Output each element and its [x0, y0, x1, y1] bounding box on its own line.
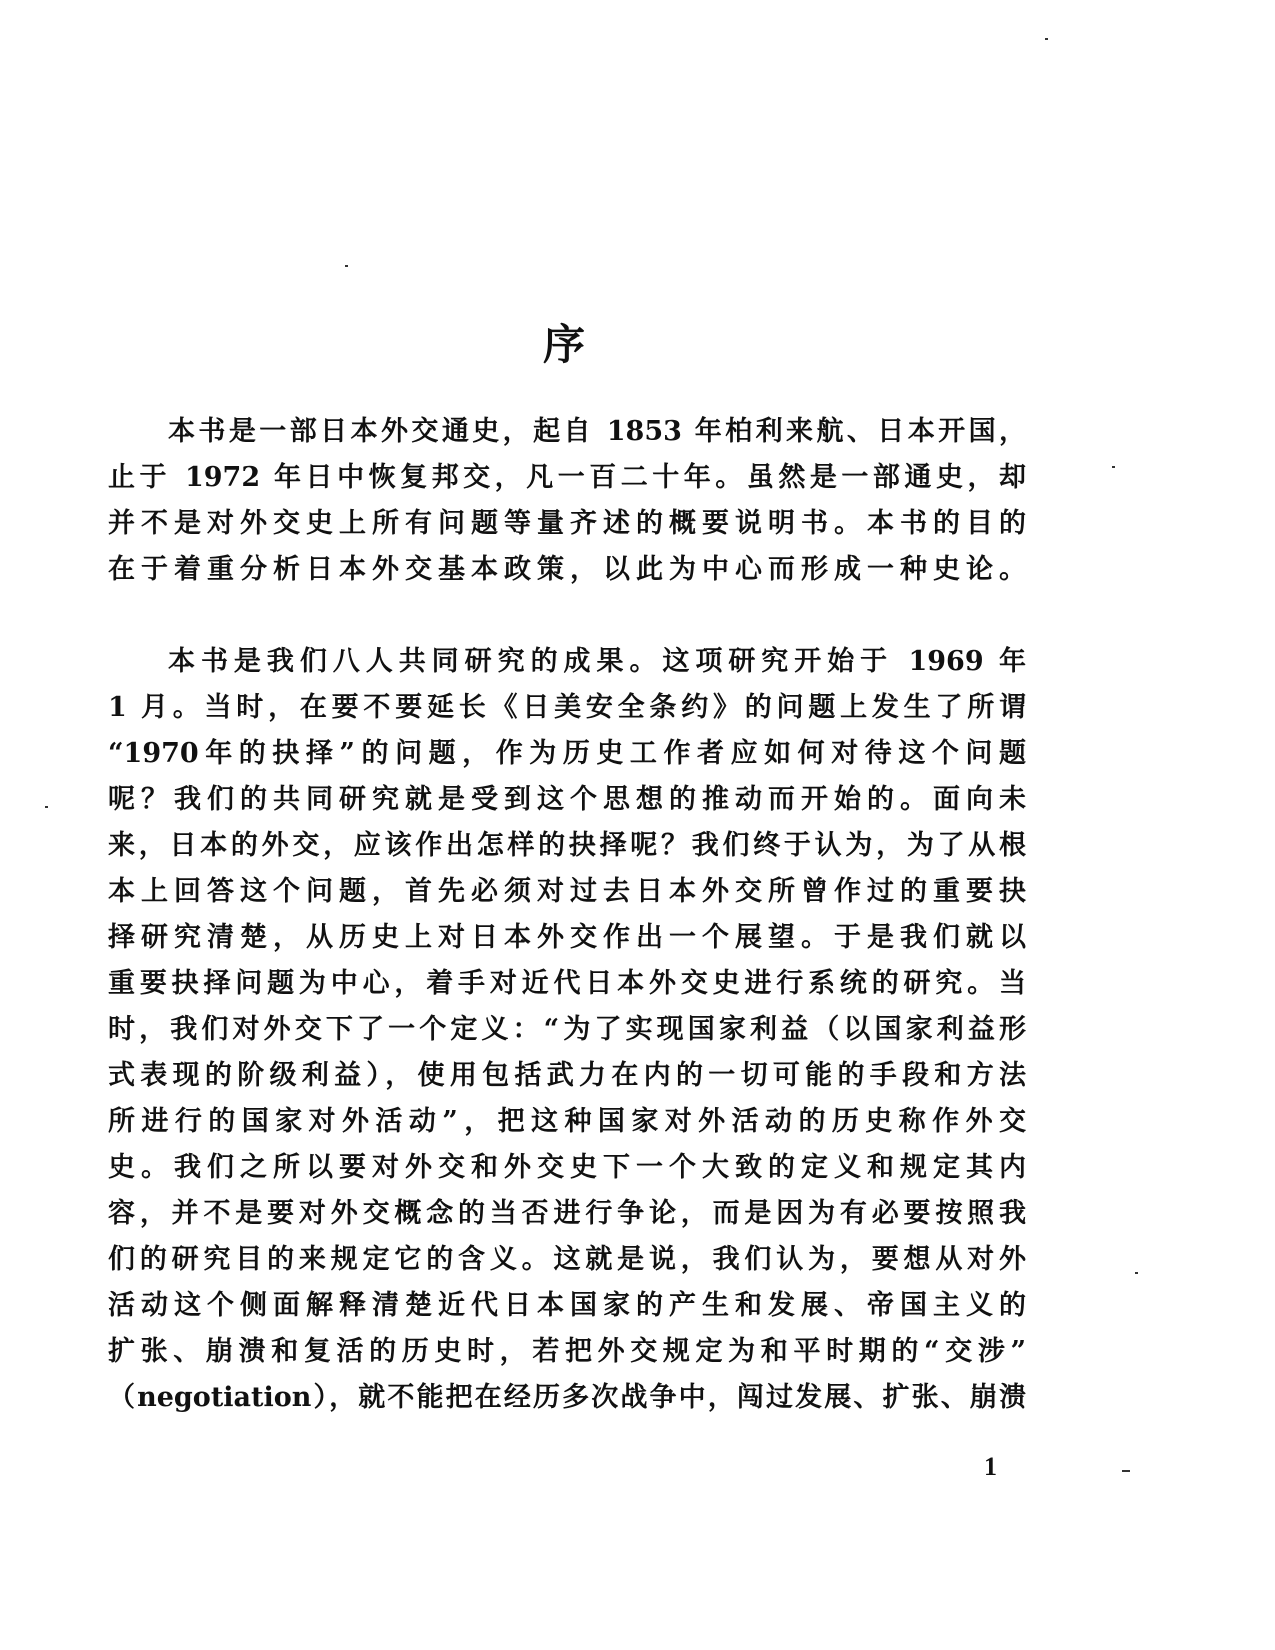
paragraph-2 [108, 639, 1026, 1421]
text-line: 来，日本的外交，应该作出怎样的抉择呢？我们终于认为，为了从根 [108, 830, 1026, 861]
text-line: 并不是对外交史上所有问题等量齐述的概要说明书。本书的目的 [108, 508, 1026, 539]
text-line: 容，并不是要对外交概念的当否进行争论，而是因为有必要按照我 [108, 1198, 1026, 1229]
text-line: 本上回答这个问题，首先必须对过去日本外交所曾作过的重要抉 [108, 876, 1026, 907]
scan-speck [1135, 1272, 1138, 1274]
text-line: 呢？我们的共同研究就是受到这个思想的推动而开始的。面向未 [108, 784, 1026, 815]
text-line: 扩张、崩溃和复活的历史时，若把外交规定为和平时期的“交涉” [108, 1336, 1026, 1367]
text-line: 所进行的国家对外活动”，把这种国家对外活动的历史称作外交 [108, 1106, 1026, 1137]
scan-speck [1045, 38, 1048, 40]
text-line: “1970年的抉择”的问题，作为历史工作者应如何对待这个问题 [108, 738, 1026, 769]
text-line: 们的研究目的来规定它的含义。这就是说，我们认为，要想从对外 [108, 1244, 1026, 1275]
page-title: 序 [542, 320, 587, 369]
page-number: 1 [984, 1452, 997, 1481]
text-line: 1 月。当时，在要不要延长《日美安全条约》的问题上发生了所谓 [108, 692, 1026, 723]
text-line: 择研究清楚，从历史上对日本外交作出一个展望。于是我们就以 [108, 922, 1026, 953]
scan-speck [345, 265, 348, 267]
text-line: （negotiation），就不能把在经历多次战争中，闯过发展、扩张、崩溃 [108, 1382, 1026, 1413]
text-line: 史。我们之所以要对外交和外交史下一个大致的定义和规定其内 [108, 1152, 1026, 1183]
text-line: 重要抉择问题为中心，着手对近代日本外交史进行系统的研究。当 [108, 968, 1026, 999]
text-line: 在于着重分析日本外交基本政策，以此为中心而形成一种史论。 [108, 554, 1026, 585]
text-line: 活动这个侧面解释清楚近代日本国家的产生和发展、帝国主义的 [108, 1290, 1026, 1321]
text-line: 式表现的阶级利益），使用包括武力在内的一切可能的手段和方法 [108, 1060, 1026, 1091]
scan-speck [1122, 1470, 1130, 1472]
text-line: 时，我们对外交下了一个定义：“为了实现国家利益（以国家利益形 [108, 1014, 1026, 1045]
scan-speck [1112, 466, 1115, 468]
text-line: 止于 1972 年日中恢复邦交，凡一百二十年。虽然是一部通史，却 [108, 462, 1026, 493]
text-line: 本书是一部日本外交通史，起自 1853 年柏利来航、日本开国， [168, 416, 1026, 447]
paragraph-1 [108, 409, 1026, 593]
text-line: 本书是我们八人共同研究的成果。这项研究开始于 1969 年 [168, 646, 1026, 677]
scan-speck [45, 806, 48, 808]
